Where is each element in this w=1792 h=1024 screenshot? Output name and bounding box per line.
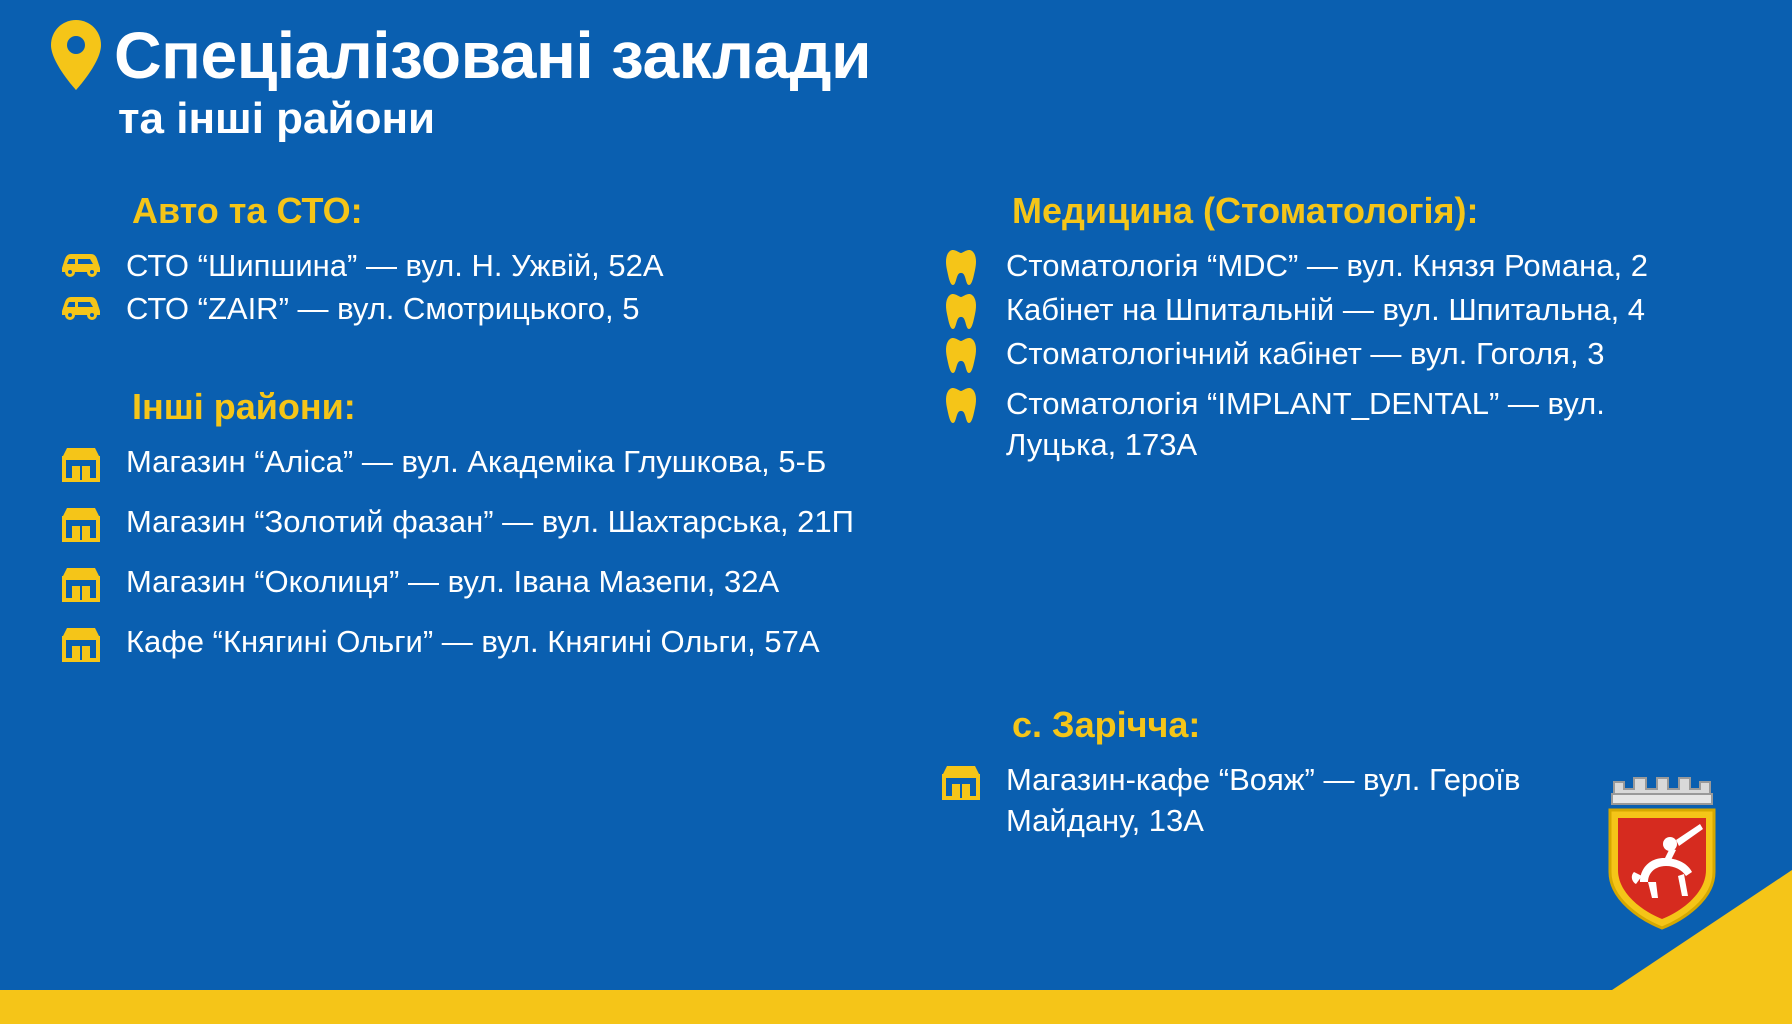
list-item [930,246,1750,288]
list-item-label: Магазин “Околиця” — вул. Івана Мазепи, 32А [126,563,780,599]
shop-icon [930,760,992,802]
list-item-label: СТО “ZAIR” — вул. Смотрицького, 5 [126,290,640,326]
section-title-zarichchia: с. Зарічча: [1012,703,1201,745]
list-item [930,334,1750,376]
section-other-districts [50,386,870,664]
list-item [930,384,1750,466]
shop-icon [50,562,112,604]
tooth-icon [930,290,992,332]
car-icon [50,246,112,278]
list-item [50,246,870,287]
shop-icon [50,502,112,544]
list-item-label: СТО “Шипшина” — вул. Н. Ужвій, 52А [126,248,664,283]
list-item [50,442,870,484]
page-subtitle: та інші райони [118,94,436,143]
list-item-label: Магазин-кафе “Вояж” — вул. Героїв Майдану, 13А [1006,761,1521,838]
section-title-other-districts: Інші райони: [132,385,356,427]
list-other-districts [50,442,870,664]
section-medicine [930,190,1750,466]
list-item-label: Стоматологія “IMPLANT_DENTAL” — вул. Луцька, 173А [1006,386,1605,462]
list-item [930,290,1750,332]
page-title: Спеціалізовані заклади [114,18,872,92]
list-item-label: Кабінет на Шпитальній — вул. Шпитальна, 4 [1006,292,1646,327]
bottom-strip [0,990,1792,1024]
list-item-label: Магазин “Золотий фазан” — вул. Шахтарська, 21П [126,503,854,539]
tooth-icon [930,334,992,376]
tooth-icon [930,246,992,288]
shop-icon [50,442,112,484]
list-item-label: Стоматологічний кабінет — вул. Гоголя, 3 [1006,336,1605,371]
page-header [48,18,871,145]
car-icon [50,289,112,321]
section-auto-sto [50,190,870,330]
list-item [50,622,870,664]
section-title-auto-sto: Авто та СТО: [132,190,363,231]
shop-icon [50,622,112,664]
right-column [930,190,1750,860]
list-item [50,562,870,604]
city-coat-of-arms [1582,764,1732,934]
list-item [50,289,870,330]
list-item-label: Магазин “Аліса” — вул. Академіка Глушкова, 5-Б [126,443,827,479]
list-auto-sto [50,246,870,330]
list-item-label: Кафе “Княгині Ольги” — вул. Княгині Ольги, 57А [126,623,820,659]
tooth-icon [930,384,992,426]
section-title-medicine: Медицина (Стоматологія): [1012,190,1479,231]
list-medicine [930,246,1750,466]
left-column [50,190,870,682]
location-pin-icon [48,18,104,110]
list-item-label: Стоматологія “MDC” — вул. Князя Романа, 2 [1006,248,1648,283]
list-item [50,502,870,544]
